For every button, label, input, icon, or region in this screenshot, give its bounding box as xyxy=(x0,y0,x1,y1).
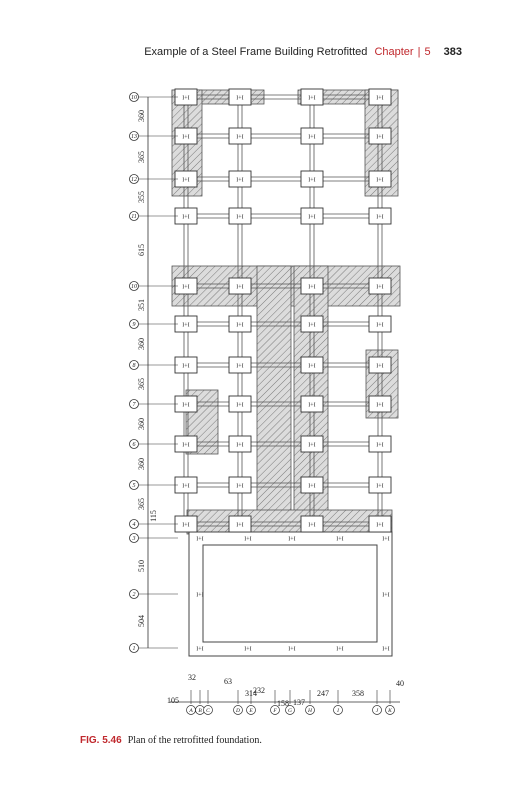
column-label: I+I xyxy=(182,442,190,449)
dimension-left: 360 xyxy=(137,110,146,122)
axis-label-left: 7 xyxy=(132,402,136,408)
slab-opening xyxy=(203,545,377,642)
column xyxy=(175,316,197,332)
dimension-bottom: 105 xyxy=(167,696,179,705)
column xyxy=(369,89,391,105)
column xyxy=(301,477,323,493)
column xyxy=(301,516,323,532)
column-label: I+I xyxy=(182,284,190,291)
axis-label-left: 12 xyxy=(131,177,137,183)
axis-label-bottom: E xyxy=(249,708,253,714)
dimension-left: 355 xyxy=(137,191,146,203)
column xyxy=(301,208,323,224)
column xyxy=(229,357,251,373)
column-label: I+I xyxy=(236,442,244,449)
column-label: I+I xyxy=(376,402,384,409)
column xyxy=(175,436,197,452)
column xyxy=(369,436,391,452)
column-label: I+I xyxy=(182,402,190,409)
column xyxy=(369,357,391,373)
column xyxy=(229,208,251,224)
column-label: I+I xyxy=(196,536,204,543)
column-label: I+I xyxy=(376,177,384,184)
chapter-separator: | xyxy=(417,46,421,58)
axis-label-left: 11 xyxy=(131,214,137,220)
column xyxy=(369,128,391,144)
column-label: I+I xyxy=(308,322,316,329)
column xyxy=(301,128,323,144)
dimension-left: 351 xyxy=(137,299,146,311)
axis-label-left: 10 xyxy=(131,284,137,290)
column xyxy=(229,477,251,493)
axis-label-bottom: I xyxy=(337,708,339,714)
column-label: I+I xyxy=(376,363,384,370)
column-label: I+I xyxy=(236,134,244,141)
column xyxy=(369,316,391,332)
axis-label-bottom: G xyxy=(288,708,292,714)
column-label: I+I xyxy=(182,177,190,184)
column-label: I+I xyxy=(336,646,344,653)
axis-label-bottom: F xyxy=(273,708,277,714)
chapter-number: 5 xyxy=(424,46,431,58)
dimension-left: 365 xyxy=(137,498,146,510)
dimension-left: 510 xyxy=(137,560,146,572)
column xyxy=(175,171,197,187)
column xyxy=(229,436,251,452)
dimension-left: 615 xyxy=(137,244,146,256)
axis-label-left: 1 xyxy=(132,646,136,652)
column xyxy=(175,516,197,532)
column xyxy=(229,171,251,187)
dimension-bottom: 314 xyxy=(245,689,257,698)
axis-label-bottom: C xyxy=(206,708,210,714)
column-label: I+I xyxy=(236,402,244,409)
hatched-zone xyxy=(257,266,291,532)
column xyxy=(175,89,197,105)
column-label: I+I xyxy=(376,284,384,291)
column-label: I+I xyxy=(376,134,384,141)
dimension-bottom: 158 xyxy=(277,699,289,708)
axis-label-left: 4 xyxy=(132,522,136,528)
column xyxy=(369,516,391,532)
column-label: I+I xyxy=(182,214,190,221)
chapter-label: Chapter xyxy=(374,46,414,58)
column-label: I+I xyxy=(236,95,244,102)
column xyxy=(301,436,323,452)
column-label: I+I xyxy=(336,536,344,543)
column-label: I+I xyxy=(244,536,252,543)
column xyxy=(175,208,197,224)
dimension-bottom: 247 xyxy=(317,689,329,698)
column xyxy=(301,278,323,294)
column-label: I+I xyxy=(236,522,244,529)
column xyxy=(229,396,251,412)
column-label: I+I xyxy=(308,134,316,141)
column-label: I+I xyxy=(376,95,384,102)
axis-label-left: 2 xyxy=(132,592,136,598)
column-label: I+I xyxy=(376,483,384,490)
column-label: I+I xyxy=(376,322,384,329)
column-label: I+I xyxy=(308,442,316,449)
column xyxy=(175,128,197,144)
column xyxy=(229,278,251,294)
column-label: I+I xyxy=(182,483,190,490)
column-label: I+I xyxy=(288,536,296,543)
axis-label-bottom: J xyxy=(375,708,379,714)
column-label: I+I xyxy=(308,522,316,529)
dimension-left: 360 xyxy=(137,418,146,430)
column-label: I+I xyxy=(308,95,316,102)
axis-label-left: 5 xyxy=(132,483,136,489)
dimension-bottom: 358 xyxy=(352,689,364,698)
column xyxy=(175,477,197,493)
column-label: I+I xyxy=(308,177,316,184)
column-label: I+I xyxy=(308,363,316,370)
axis-label-left: 3 xyxy=(132,536,136,542)
column-label: I+I xyxy=(376,214,384,221)
column xyxy=(301,357,323,373)
dimension-left: 504 xyxy=(137,615,146,627)
column-label: I+I xyxy=(236,322,244,329)
caption-text: Plan of the retrofitted foundation. xyxy=(127,735,262,746)
column-label: I+I xyxy=(308,402,316,409)
dimension-bottom: 32 xyxy=(188,673,196,682)
column-label: I+I xyxy=(236,483,244,490)
axis-label-left: 8 xyxy=(132,363,136,369)
running-title: Example of a Steel Frame Building Retrofitted xyxy=(144,46,368,58)
column xyxy=(229,89,251,105)
column-label: I+I xyxy=(382,646,390,653)
column xyxy=(301,316,323,332)
column-label: I+I xyxy=(288,646,296,653)
column xyxy=(229,516,251,532)
figure-caption xyxy=(80,735,262,746)
column-label: I+I xyxy=(196,646,204,653)
axis-label-left: 13 xyxy=(131,134,137,140)
dimension-bottom: 137 xyxy=(293,698,305,707)
column-label: I+I xyxy=(376,442,384,449)
column xyxy=(229,128,251,144)
column-label: I+I xyxy=(236,363,244,370)
column-label: I+I xyxy=(376,522,384,529)
column-label: I+I xyxy=(182,134,190,141)
column-label: I+I xyxy=(182,522,190,529)
axis-label-left: 10 xyxy=(131,95,137,101)
column xyxy=(369,171,391,187)
column-label: I+I xyxy=(236,177,244,184)
page-number: 383 xyxy=(443,46,462,58)
column xyxy=(175,357,197,373)
column xyxy=(175,396,197,412)
column-label: I+I xyxy=(182,363,190,370)
column xyxy=(229,316,251,332)
figure-number: FIG. 5.46 xyxy=(80,735,122,746)
column-label: I+I xyxy=(182,95,190,102)
axis-label-bottom: K xyxy=(388,708,392,714)
column-label: I+I xyxy=(382,592,390,599)
column-label: I+I xyxy=(308,483,316,490)
dimension-left: 360 xyxy=(137,458,146,470)
column xyxy=(301,396,323,412)
axis-label-left: 9 xyxy=(132,322,136,328)
column xyxy=(301,171,323,187)
column-label: I+I xyxy=(196,592,204,599)
column xyxy=(301,89,323,105)
dimension-bottom: 63 xyxy=(224,677,232,686)
dimension-left: 360 xyxy=(137,338,146,350)
dimension-left: 365 xyxy=(137,378,146,390)
column xyxy=(175,278,197,294)
axis-label-bottom: A xyxy=(189,708,193,714)
column xyxy=(369,396,391,412)
axis-label-left: 6 xyxy=(132,442,136,448)
column-label: I+I xyxy=(308,214,316,221)
column-label: I+I xyxy=(244,646,252,653)
axis-label-bottom: B xyxy=(198,708,202,714)
column-label: I+I xyxy=(182,322,190,329)
dimension-bottom: 40 xyxy=(396,679,404,688)
dimension-bottom: 232 xyxy=(253,686,265,695)
column-label: I+I xyxy=(236,214,244,221)
dimension-left: 365 xyxy=(137,151,146,163)
dimension-left: 115 xyxy=(149,510,158,522)
column-label: I+I xyxy=(236,284,244,291)
axis-label-bottom: H xyxy=(308,708,312,714)
column xyxy=(369,278,391,294)
column-label: I+I xyxy=(382,536,390,543)
axis-label-bottom: D xyxy=(236,708,240,714)
column-label: I+I xyxy=(308,284,316,291)
column xyxy=(369,208,391,224)
column xyxy=(369,477,391,493)
